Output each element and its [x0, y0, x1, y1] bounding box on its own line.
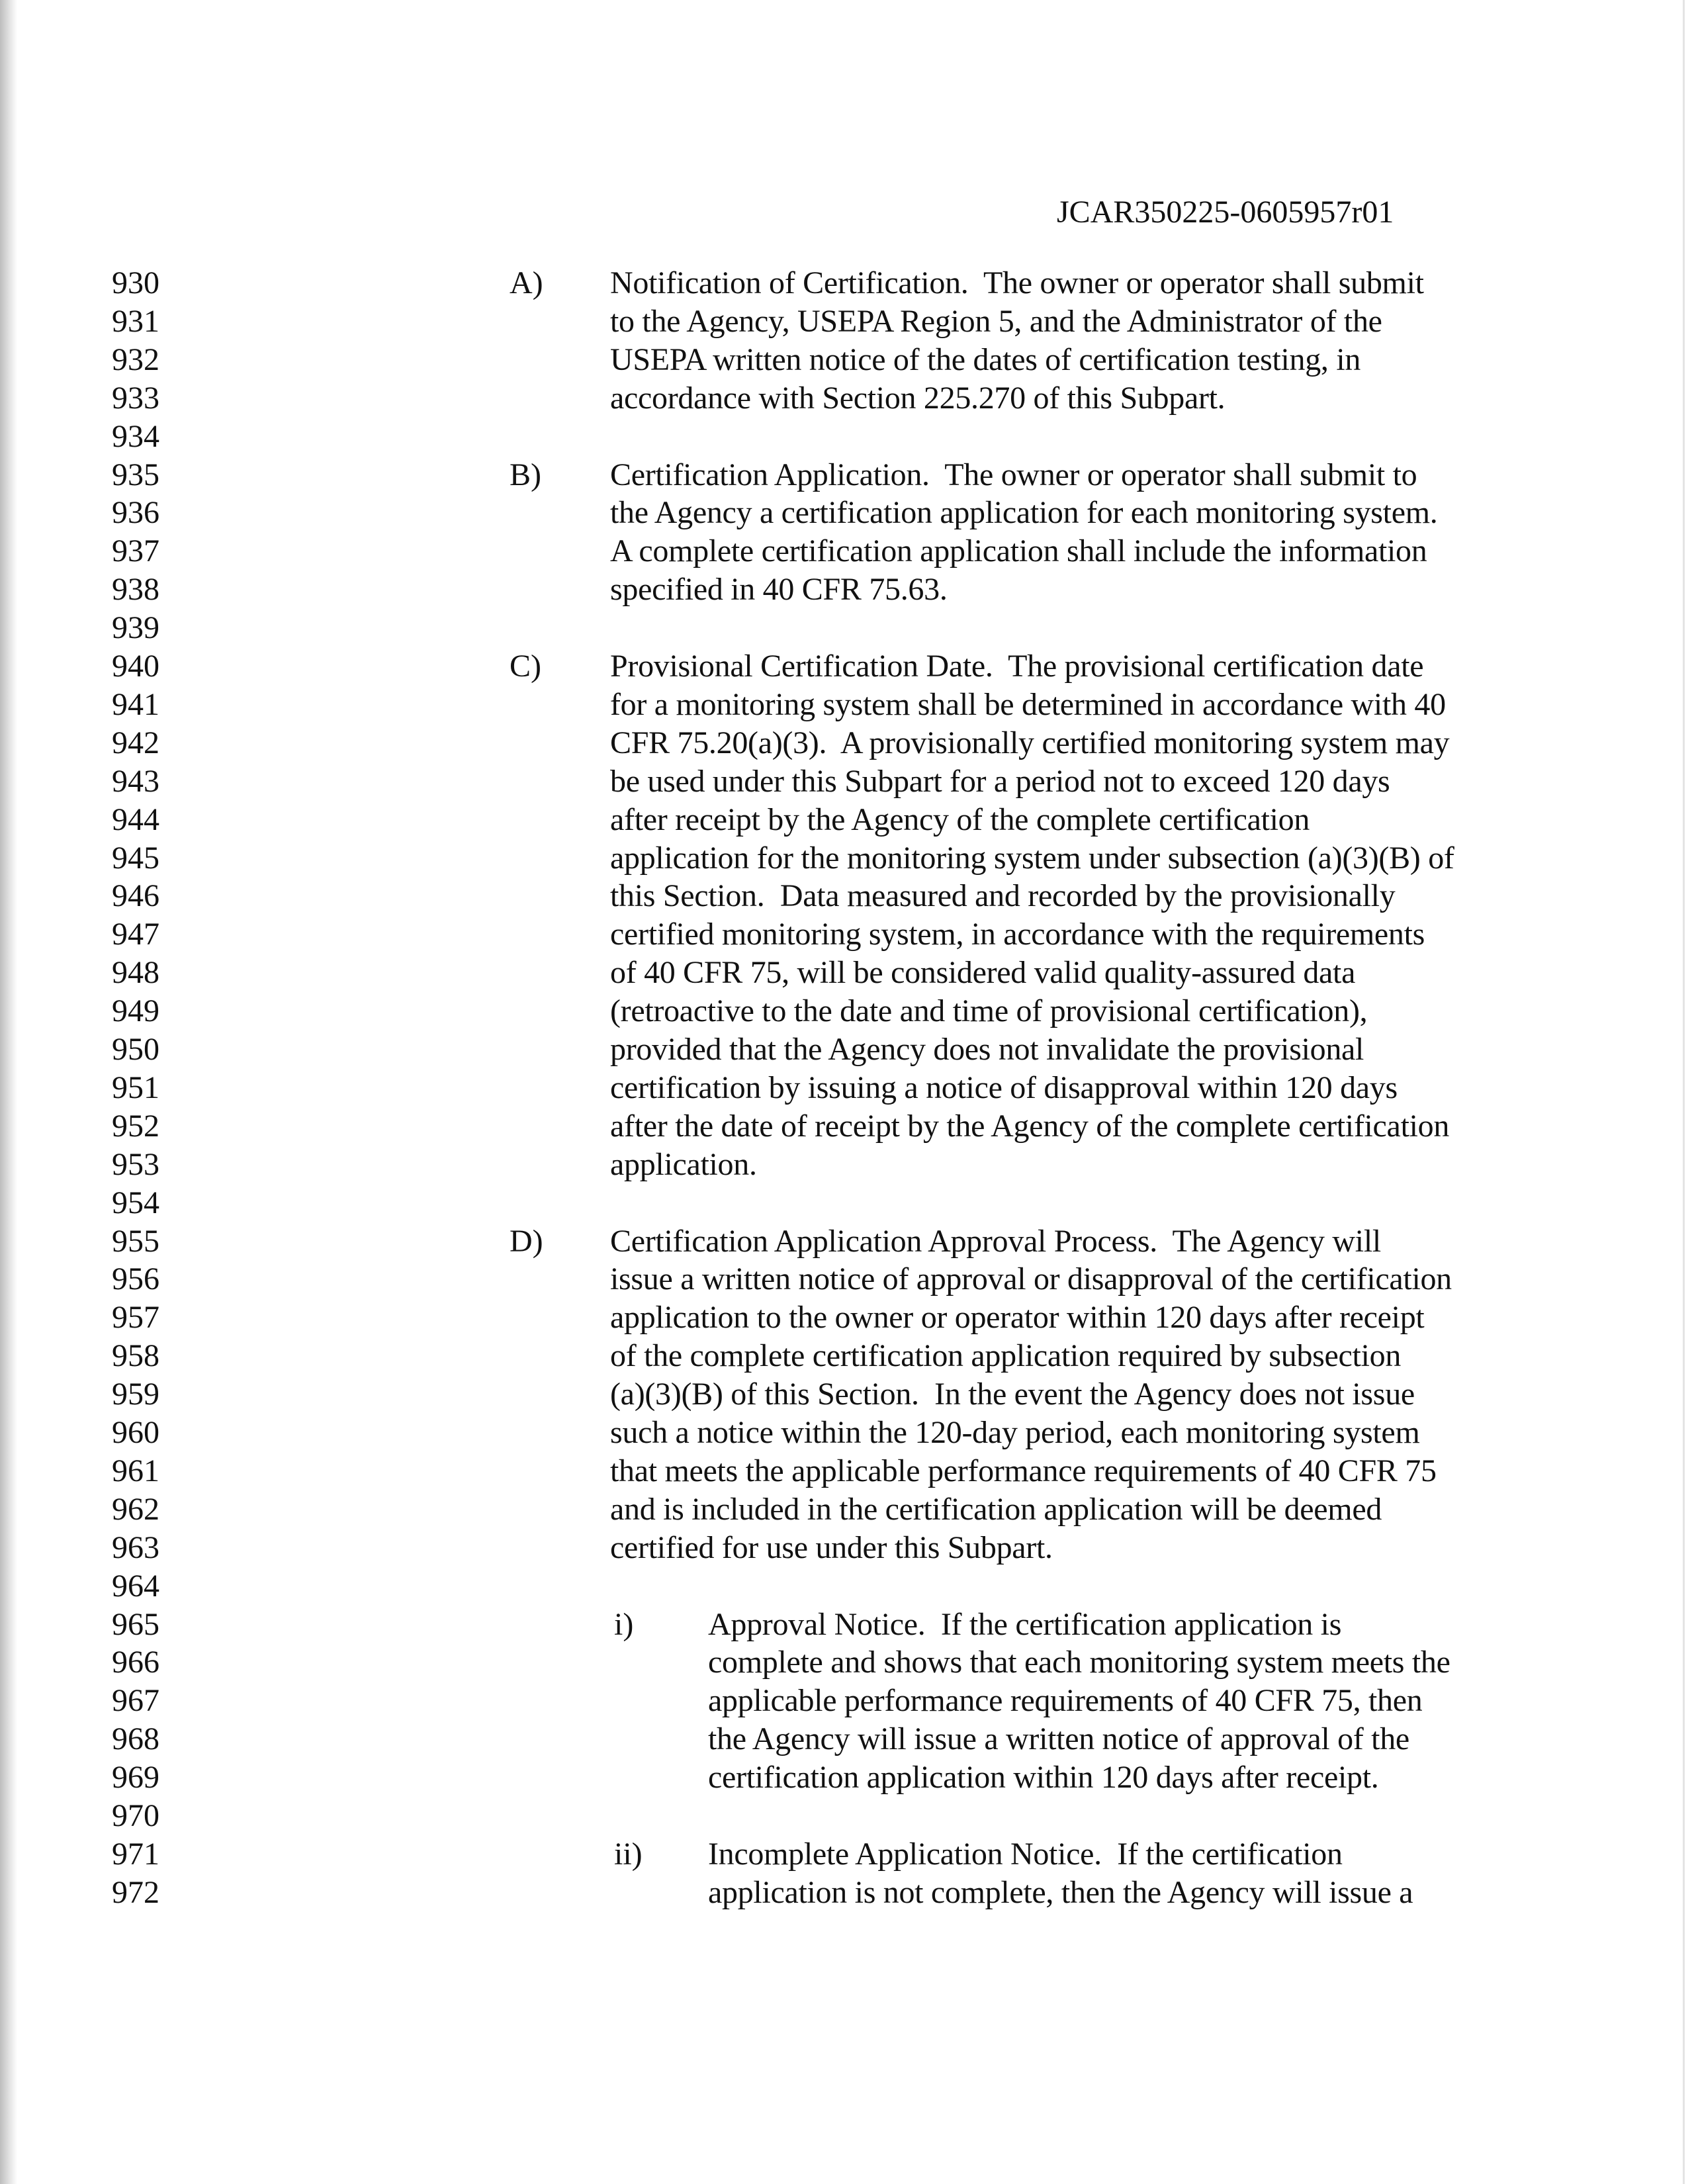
line-text: application. — [610, 1147, 757, 1182]
scan-edge-right — [1683, 0, 1685, 2184]
line-number: 965 — [112, 1607, 159, 1642]
line-number: 970 — [112, 1798, 159, 1833]
line-number: 956 — [112, 1261, 159, 1297]
line-number: 960 — [112, 1415, 159, 1450]
line-number: 946 — [112, 878, 159, 913]
line-text: accordance with Section 225.270 of this Subpart. — [610, 381, 1226, 416]
line-number: 971 — [112, 1837, 159, 1872]
line-text: after receipt by the Agency of the complete certification — [610, 802, 1310, 837]
line-text: applicable performance requirements of 40 CFR 75, then — [708, 1683, 1423, 1718]
line-text: application to the owner or operator within 120 days after receipt — [610, 1300, 1425, 1335]
line-text: such a notice within the 120-day period, each monitoring system — [610, 1415, 1420, 1450]
line-text: Notification of Certification. The owner or operator shall submit — [610, 265, 1424, 300]
subsection-label: C) — [510, 649, 541, 684]
line-number: 972 — [112, 1875, 159, 1910]
line-text: of the complete certification application required by subsection — [610, 1338, 1402, 1373]
line-text: and is included in the certification application will be deemed — [610, 1492, 1382, 1527]
line-text: provided that the Agency does not invalidate the provisional — [610, 1032, 1364, 1067]
line-number: 934 — [112, 419, 159, 454]
line-text: issue a written notice of approval or disapproval of the certification — [610, 1261, 1452, 1297]
line-text: specified in 40 CFR 75.63. — [610, 572, 948, 607]
line-text: that meets the applicable performance requirements of 40 CFR 75 — [610, 1453, 1437, 1488]
line-text: application for the monitoring system under subsection (a)(3)(B) of — [610, 841, 1454, 876]
line-text: for a monitoring system shall be determined in accordance with 40 — [610, 687, 1446, 722]
line-number: 933 — [112, 381, 159, 416]
subsection-label: B) — [510, 457, 541, 492]
line-text: (a)(3)(B) of this Section. In the event the Agency does not issue — [610, 1377, 1415, 1412]
line-text: application is not complete, then the Agency will issue a — [708, 1875, 1413, 1910]
line-text: Certification Application. The owner or operator shall submit to — [610, 457, 1417, 492]
line-text: the Agency will issue a written notice of approval of the — [708, 1721, 1409, 1756]
line-number: 963 — [112, 1530, 159, 1565]
line-number: 945 — [112, 841, 159, 876]
line-text: Provisional Certification Date. The provisional certification date — [610, 649, 1424, 684]
line-text: USEPA written notice of the dates of certification testing, in — [610, 342, 1361, 377]
line-number: 964 — [112, 1569, 159, 1604]
line-text: this Section. Data measured and recorded by the provisionally — [610, 878, 1396, 913]
line-text: A complete certification application shall include the information — [610, 533, 1427, 569]
subsection-label: A) — [510, 265, 543, 300]
line-number: 949 — [112, 993, 159, 1028]
line-number: 959 — [112, 1377, 159, 1412]
line-number: 936 — [112, 495, 159, 530]
line-number: 935 — [112, 457, 159, 492]
line-number: 968 — [112, 1721, 159, 1756]
line-text: Certification Application Approval Process. The Agency will — [610, 1224, 1381, 1259]
line-number: 953 — [112, 1147, 159, 1182]
line-number: 967 — [112, 1683, 159, 1718]
subsection-label: i) — [614, 1607, 634, 1642]
line-text: certified for use under this Subpart. — [610, 1530, 1053, 1565]
line-number: 942 — [112, 725, 159, 760]
line-number: 944 — [112, 802, 159, 837]
line-number: 966 — [112, 1645, 159, 1680]
line-number: 952 — [112, 1109, 159, 1144]
line-text: certification by issuing a notice of disapproval within 120 days — [610, 1070, 1398, 1105]
line-text: CFR 75.20(a)(3). A provisionally certified monitoring system may — [610, 725, 1450, 760]
line-number: 955 — [112, 1224, 159, 1259]
line-number: 951 — [112, 1070, 159, 1105]
line-text: certification application within 120 days after receipt. — [708, 1760, 1379, 1795]
line-text: be used under this Subpart for a period not to exceed 120 days — [610, 764, 1390, 799]
subsection-label: ii) — [614, 1837, 643, 1872]
line-number: 954 — [112, 1185, 159, 1220]
line-number: 943 — [112, 764, 159, 799]
line-number: 931 — [112, 304, 159, 339]
line-number: 950 — [112, 1032, 159, 1067]
line-number: 962 — [112, 1492, 159, 1527]
line-text: to the Agency, USEPA Region 5, and the Administrator of the — [610, 304, 1382, 339]
line-number: 947 — [112, 917, 159, 952]
line-text: Incomplete Application Notice. If the certification — [708, 1837, 1343, 1872]
line-number: 937 — [112, 533, 159, 569]
line-number: 958 — [112, 1338, 159, 1373]
subsection-label: D) — [510, 1224, 543, 1259]
line-text: of 40 CFR 75, will be considered valid quality-assured data — [610, 955, 1356, 990]
document-id-header: JCAR350225-0605957r01 — [1057, 195, 1394, 230]
line-number: 932 — [112, 342, 159, 377]
line-text: (retroactive to the date and time of provisional certification), — [610, 993, 1368, 1028]
line-text: Approval Notice. If the certification application is — [708, 1607, 1342, 1642]
line-number: 948 — [112, 955, 159, 990]
line-text: the Agency a certification application for each monitoring system. — [610, 495, 1438, 530]
line-text: after the date of receipt by the Agency of the complete certification — [610, 1109, 1450, 1144]
line-number: 941 — [112, 687, 159, 722]
line-text: complete and shows that each monitoring system meets the — [708, 1645, 1450, 1680]
line-number: 969 — [112, 1760, 159, 1795]
line-number: 930 — [112, 265, 159, 300]
line-number: 957 — [112, 1300, 159, 1335]
line-number: 938 — [112, 572, 159, 607]
line-number: 939 — [112, 610, 159, 645]
scan-edge-left — [0, 0, 17, 2184]
line-number: 961 — [112, 1453, 159, 1488]
line-text: certified monitoring system, in accordance with the requirements — [610, 917, 1425, 952]
line-number: 940 — [112, 649, 159, 684]
